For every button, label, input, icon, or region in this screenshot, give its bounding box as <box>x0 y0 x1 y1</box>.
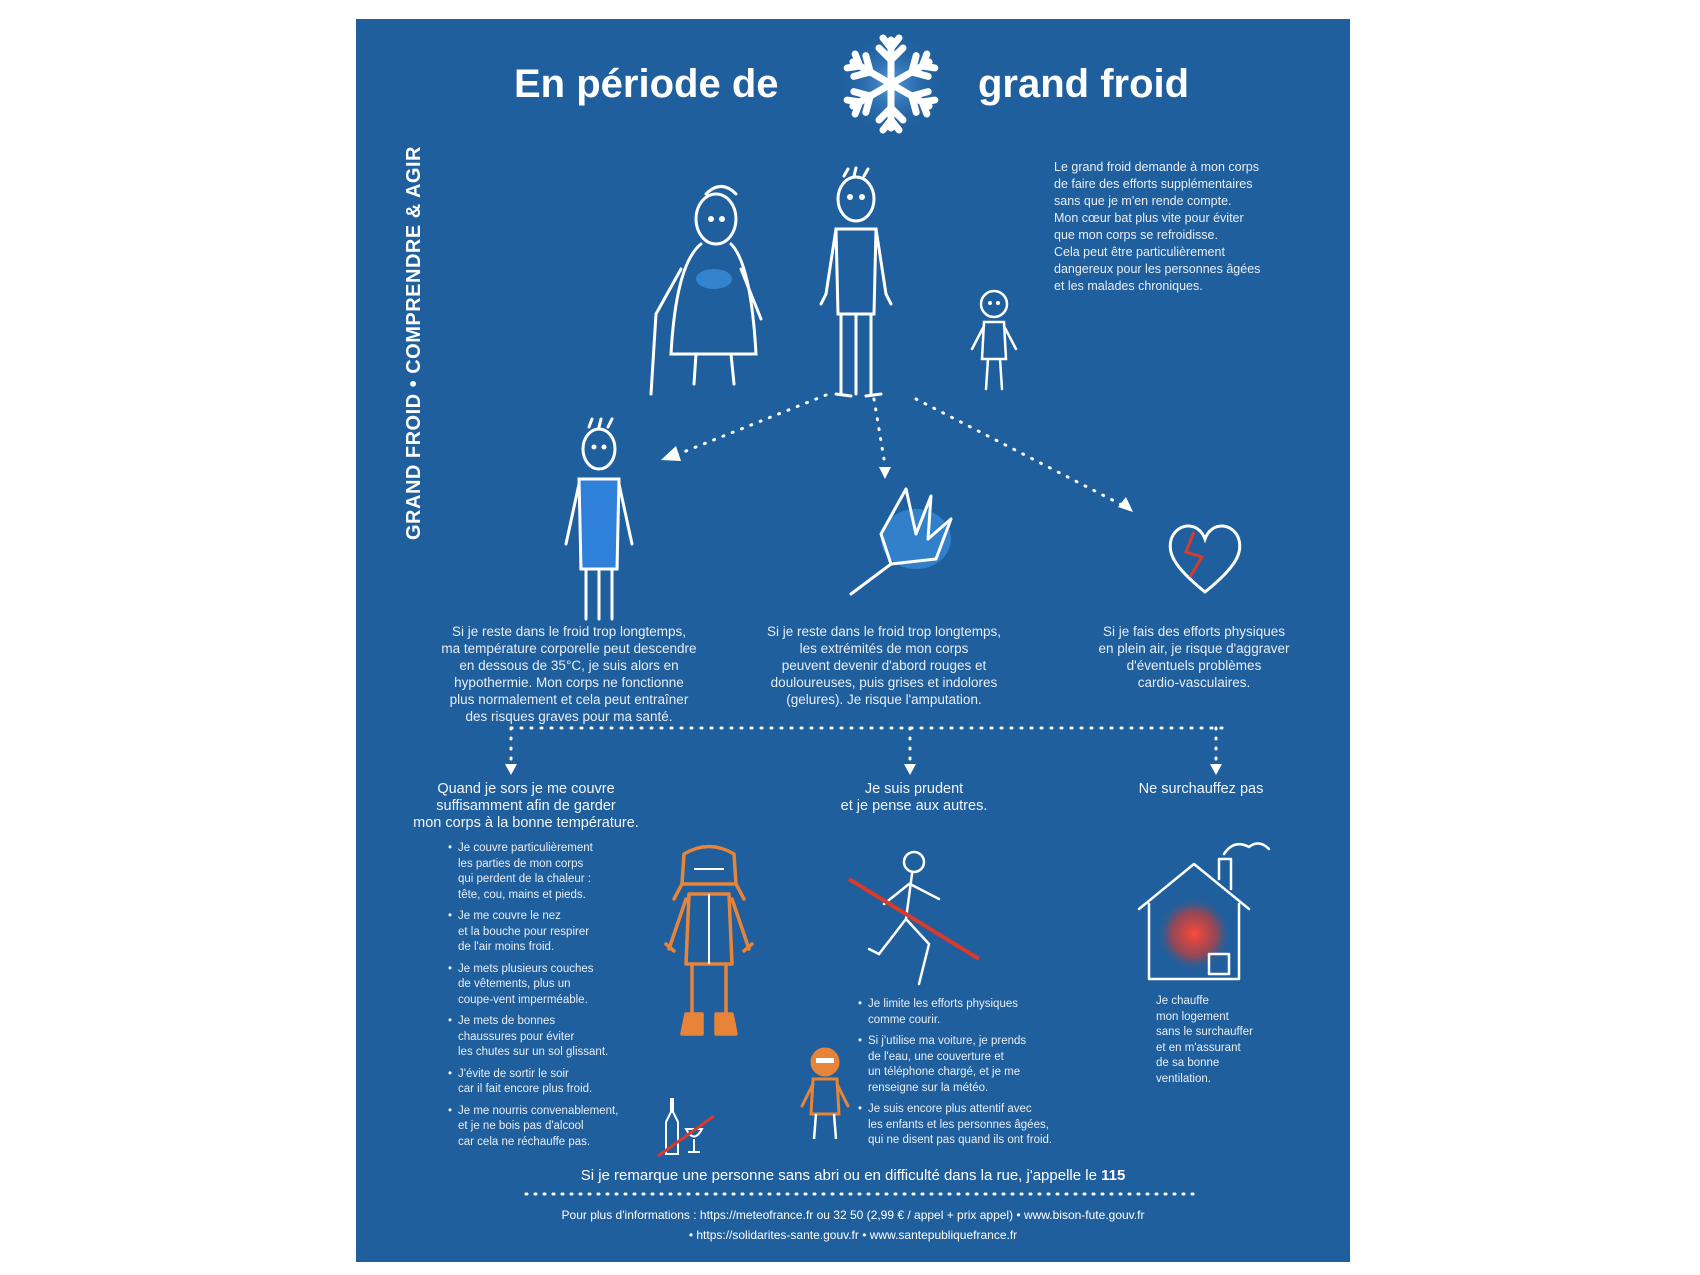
winter-clothes-icon <box>654 839 764 1049</box>
heading-line: Je suis prudent <box>864 781 964 797</box>
heading-line: Quand je sors je me couvre <box>437 781 615 797</box>
body-line: et en m'assurant <box>1156 1041 1241 1054</box>
bullet-line: les enfants et les personnes âgées, <box>868 1118 1049 1131</box>
no-running-icon <box>844 844 984 989</box>
risk-line: des risques graves pour ma santé. <box>465 709 673 724</box>
list-item <box>448 841 648 903</box>
bundled-child-icon <box>796 1044 854 1144</box>
bullet-line: • Si j'utilise ma voiture, je prends <box>868 1035 1027 1047</box>
bullet-line: • J'évite de sortir le soir <box>458 1067 569 1080</box>
bullet-line: • Je me couvre le nez <box>458 910 561 922</box>
risk-line: d'éventuels problèmes <box>1126 658 1262 673</box>
bullet-line: • Je mets de bonnes <box>458 1015 556 1027</box>
risk-line: cardio-vasculaires. <box>1137 675 1251 690</box>
list-item <box>858 1034 1088 1096</box>
intro-line: de faire des efforts supplémentaires <box>1054 177 1253 191</box>
body-line: sans le surchauffer <box>1156 1026 1253 1038</box>
risk-line: les extrémités de mon corps <box>799 641 969 656</box>
list-item <box>858 997 1088 1028</box>
poster <box>356 19 1350 1262</box>
risk-line: en dessous de 35°C, je suis alors en <box>459 658 679 673</box>
risk-line: Si je fais des efforts physiques <box>1102 624 1286 639</box>
heading-line: et je pense aux autres. <box>840 798 988 814</box>
bullet-line: et la bouche pour respirer <box>458 925 590 938</box>
body-line: mon logement <box>1156 1010 1229 1023</box>
bullet-line: un téléphone chargé, et je me <box>868 1066 1021 1078</box>
body-line: Je chauffe <box>1156 995 1209 1007</box>
broken-heart-icon <box>1164 517 1246 599</box>
bullet-line: et je ne bois pas d'alcool <box>458 1120 584 1132</box>
heated-house-icon <box>1134 839 1274 989</box>
no-alcohol-icon <box>656 1094 716 1159</box>
list-item <box>448 1104 648 1151</box>
body-line: ventilation. <box>1156 1072 1211 1085</box>
bullet-line: les parties de mon corps <box>458 857 584 870</box>
cover-heading <box>396 781 656 832</box>
risk-line: peuvent devenir d'abord rouges et <box>781 658 987 673</box>
risk-line: ma température corporelle peut descendre <box>441 641 697 656</box>
bullet-line: • Je me nourris convenablement, <box>458 1104 619 1117</box>
alert-number: 115 <box>1101 1167 1126 1184</box>
list-item <box>448 909 648 956</box>
prudent-heading <box>814 781 1014 815</box>
bullet-line: • Je limite les efforts physiques <box>868 998 1018 1010</box>
info-line-2: • https://solidarites-sante.gouv.fr • www.santepubliquefrance.fr <box>688 1228 1018 1242</box>
heading-line: suffisamment afin de garder <box>436 798 616 814</box>
risk-line: en plein air, je risque d'aggraver <box>1098 641 1290 656</box>
risk-hypothermia-text <box>424 623 714 725</box>
intro-line: Mon cœur bat plus vite pour éviter <box>1054 211 1244 225</box>
list-item <box>448 1067 648 1098</box>
bullet-line: qui perdent de la chaleur : <box>458 873 591 885</box>
info-line-1: Pour plus d'informations : https://meteofrance.fr ou 32 50 (2,99 € / appel + prix appel) • www.bison-fute.gouv.fr <box>561 1208 1145 1222</box>
list-item <box>858 1102 1088 1149</box>
bullet-line: coupe-vent imperméable. <box>458 993 588 1006</box>
title-left: En période de <box>514 62 779 106</box>
alert-text <box>356 1167 1350 1184</box>
footer-divider <box>356 1191 1350 1197</box>
bullet-line: tête, cou, mains et pieds. <box>458 888 586 901</box>
heat-body <box>1156 994 1306 1087</box>
alert-sentence: Si je remarque une personne sans abri ou en difficulté dans la rue, j'appelle le <box>580 1167 1097 1184</box>
bullet-line: car cela ne réchauffe pas. <box>458 1135 591 1148</box>
bullet-line: les chutes sur un sol glissant. <box>458 1046 609 1058</box>
risk-line: plus normalement et cela peut entraîner <box>449 692 689 707</box>
heat-heading <box>1116 781 1286 798</box>
hand-icon <box>846 484 966 599</box>
risk-line: Si je reste dans le froid trop longtemps, <box>766 624 1002 639</box>
risk-line: douloureuses, puis grises et indolores <box>770 675 998 690</box>
bullet-line: de l'eau, une couverture et <box>868 1050 1004 1063</box>
risk-frostbite-text <box>754 623 1014 708</box>
bullet-line: • Je couvre particulièrement <box>458 842 593 854</box>
list-item <box>448 962 648 1009</box>
body-line: de sa bonne <box>1156 1057 1220 1069</box>
intro-line: et les malades chroniques. <box>1054 279 1203 293</box>
bullet-line: de l'air moins froid. <box>458 941 555 953</box>
bullet-line: car il fait encore plus froid. <box>458 1083 593 1095</box>
intro-line: dangereux pour les personnes âgées <box>1054 262 1261 276</box>
bullet-line: • Je mets plusieurs couches <box>458 962 594 975</box>
list-item <box>448 1014 648 1061</box>
bullet-line: qui ne disent pas quand ils ont froid. <box>868 1134 1053 1146</box>
intro-line: sans que je m'en rende compte. <box>1054 194 1232 208</box>
bullet-line: comme courir. <box>868 1013 941 1026</box>
cold-man-icon <box>544 419 654 624</box>
title-right: grand froid <box>978 62 1190 106</box>
risk-line: (gelures). Je risque l'amputation. <box>786 692 982 707</box>
side-label: GRAND FROID • COMPRENDRE & AGIR <box>403 146 425 540</box>
heading-line: mon corps à la bonne température. <box>413 815 639 831</box>
bullet-line: de vêtements, plus un <box>458 978 571 990</box>
intro-line: Cela peut être particulièrement <box>1054 245 1225 259</box>
bullet-line: renseigne sur la météo. <box>868 1081 989 1094</box>
intro-line: Le grand froid demande à mon corps <box>1054 160 1259 174</box>
cover-bullets <box>448 841 648 1156</box>
intro-line: que mon corps se refroidisse. <box>1054 228 1218 242</box>
risk-line: Si je reste dans le froid trop longtemps, <box>451 624 687 639</box>
heading-line: Ne surchauffez pas <box>1138 781 1264 797</box>
risk-cardio-text <box>1084 623 1304 691</box>
risk-line: hypothermie. Mon corps ne fonctionne <box>454 675 684 690</box>
bullet-line: chaussures pour éviter <box>458 1030 575 1043</box>
prudent-bullets <box>858 997 1088 1155</box>
bullet-line: • Je suis encore plus attentif avec <box>868 1103 1032 1115</box>
